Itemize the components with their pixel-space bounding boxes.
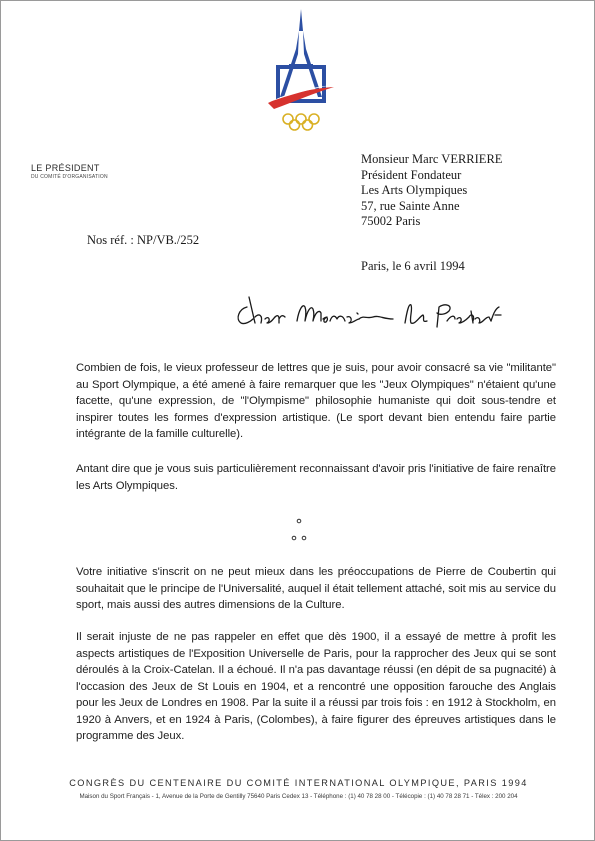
letter-date: Paris, le 6 avril 1994 bbox=[361, 259, 465, 273]
paragraph-1 bbox=[76, 360, 556, 443]
sender-block bbox=[31, 163, 108, 180]
footer-address: Maison du Sport Français - 1, Avenue de la Porte de Gentilly 75640 Paris Cedex 13 - Téléphone : (1) 40 78 28 00 - Télécopie : (1) 40 78 28 71 - Télex : 200 204 bbox=[79, 793, 518, 800]
handwritten-salutation bbox=[233, 293, 503, 337]
president-title: LE PRÉSIDENT bbox=[31, 163, 100, 173]
president-subtitle: DU COMITÉ D'ORGANISATION bbox=[31, 174, 108, 180]
paragraph-text: Combien de fois, le vieux professeur de lettres que je suis, pour avoir consacré sa vie "militante" au Sport Olympique, a été amené à faire remarquer que les "Jeux Olympiques" n'étaient qu'une facette, qu'une expression, de "l'Olympisme" philosophie humaniste qui doit sous-tendre et inspirer toutes les formes d'expression artistique. (Le sport devant bien entendu faire partie intégrante de la famille culturelle). bbox=[76, 362, 556, 440]
recipient-line: Monsieur Marc VERRIERE bbox=[361, 152, 503, 166]
reference-number: Nos réf. : NP/VB./252 bbox=[87, 233, 200, 247]
paragraph-text: Antant dire que je vous suis particulièrement reconnaissant d'avoir pris l'initiative de faire renaître les Arts Olympiques. bbox=[76, 463, 556, 492]
footer-title: CONGRÈS DU CENTENAIRE DU COMITÉ INTERNATIONAL OLYMPIQUE, PARIS 1994 bbox=[69, 778, 528, 788]
paragraph-2 bbox=[76, 461, 556, 494]
paragraph-3 bbox=[76, 564, 556, 614]
paragraph-4 bbox=[76, 629, 556, 745]
paragraph-text: Votre initiative s'inscrit on ne peut mieux dans les préoccupations de Pierre de Coubertin qui souhaitait que le principe de l'Universalité, auquel il était tellement attaché, soit mis au service du sport, mais aussi des autres dimensions de la Culture. bbox=[76, 566, 556, 611]
recipient-line: 57, rue Sainte Anne bbox=[361, 198, 460, 213]
paragraph-text: Il serait injuste de ne pas rappeler en effet que dès 1900, il a essayé de mettre à profit les aspects artistiques de l'Exposition Universelle de Paris, pour la rapprocher des Jeux qui se sont déroulés à la Croix-Catelan. Il a échoué. Il n'a pas davantage réussi (en dépit de sa pugnacité) à l'occasion des Jeux de St Louis en 1904, et a rencontré une opposition farouche des Anglais pour les Jeux de Londres en 1908. Par la suite il a réussi par trois fois : en 1912 à Stockholm, en 1920 à Anvers, et en 1924 à Paris, (Colombes), à faire figurer des épreuves artistiques dans le programme des Jeux. bbox=[76, 631, 556, 742]
recipient-address bbox=[361, 152, 502, 230]
recipient-line: Président Fondateur bbox=[361, 167, 462, 182]
recipient-line: Les Arts Olympiques bbox=[361, 183, 468, 197]
paris-1994-logo bbox=[266, 9, 336, 135]
recipient-line: 75002 Paris bbox=[361, 214, 421, 228]
section-separator-dots bbox=[284, 516, 314, 546]
